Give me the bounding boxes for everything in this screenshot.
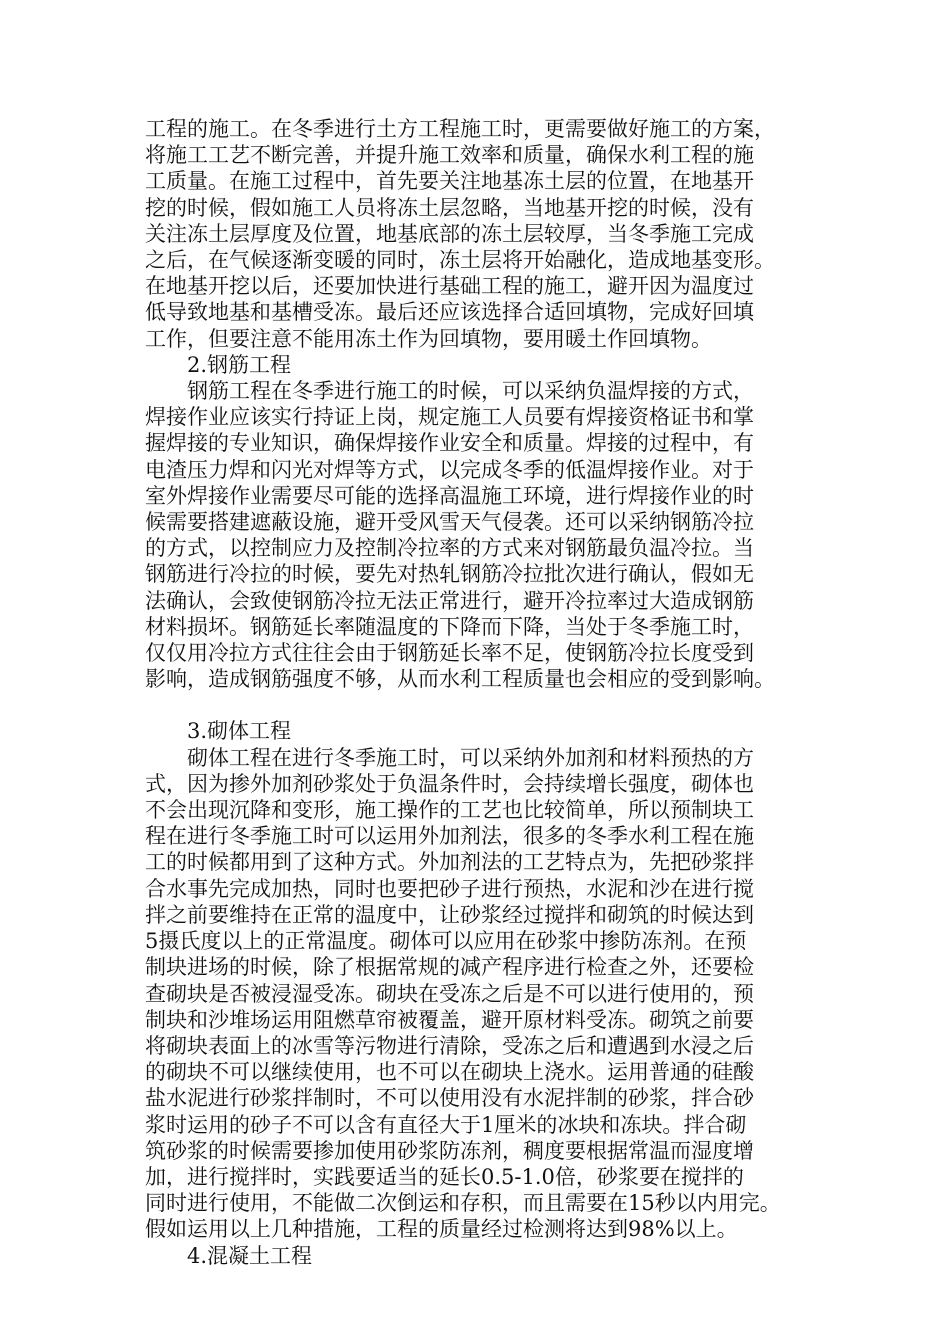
paragraph-line: 工质量。在施工过程中，首先要关注地基冻土层的位置，在地基开 xyxy=(145,169,754,194)
paragraph-line: 将砌块表面上的冰雪等污物进行清除，受冻之后和遭遇到水浸之后 xyxy=(145,1033,754,1058)
paragraph-line: 在地基开挖以后，还要加快进行基础工程的施工，避开因为温度过 xyxy=(145,274,754,299)
paragraph-line: 工作，但要注意不能用冻土作为回填物，要用暖土作回填物。 xyxy=(145,326,712,351)
paragraph-line: 钢筋工程在冬季进行施工的时候，可以采纳负温焊接的方式， xyxy=(145,379,754,404)
document-page xyxy=(145,116,809,1269)
paragraph-line: 加，进行搅拌时，实践要适当的延长0.5-1.0倍，砂浆要在搅拌的 xyxy=(145,1164,744,1189)
paragraph-line: 砌体工程在进行冬季施工时，可以采纳外加剂和材料预热的方 xyxy=(145,745,754,770)
paragraph-line: 式，因为掺外加剂砂浆处于负温条件时，会持续增长强度，砌体也 xyxy=(145,771,754,796)
paragraph-line: 法确认，会致使钢筋冷拉无法正常进行，避开冷拉率过大造成钢筋 xyxy=(145,588,754,613)
paragraph-line: 将施工工艺不断完善，并提升施工效率和质量，确保水利工程的施 xyxy=(145,143,754,168)
paragraph-line: 同时进行使用，不能做二次倒运和存积，而且需要在15秒以内用完。 xyxy=(145,1191,781,1216)
paragraph-line: 5摄氏度以上的正常温度。砌体可以应用在砂浆中掺防冻剂。在预 xyxy=(145,929,747,954)
rebar-paragraph xyxy=(145,378,809,692)
paragraph-line: 影响，造成钢筋强度不够，从而水利工程质量也会相应的受到影响。 xyxy=(145,667,775,692)
paragraph-line: 浆时运用的砂子不可以含有直径大于1厘米的冰块和冻块。拌合砌 xyxy=(145,1112,747,1137)
paragraph-line: 焊接作业应该实行持证上岗，规定施工人员要有焊接资格证书和掌 xyxy=(145,405,754,430)
section-heading-rebar: 2.钢筋工程 xyxy=(187,352,292,377)
paragraph-line: 握焊接的专业知识，确保焊接作业安全和质量。焊接的过程中，有 xyxy=(145,431,754,456)
paragraph-line: 工程的施工。在冬季进行土方工程施工时，更需要做好施工的方案， xyxy=(145,117,775,141)
section-heading-concrete: 4.混凝土工程 xyxy=(187,1243,313,1268)
paragraph-line: 不会出现沉降和变形，施工操作的工艺也比较简单，所以预制块工 xyxy=(145,798,754,823)
paragraph-line: 钢筋进行冷拉的时候，要先对热轧钢筋冷拉批次进行确认，假如无 xyxy=(145,562,754,587)
paragraph-line: 工的时候都用到了这种方式。外加剂法的工艺特点为，先把砂浆拌 xyxy=(145,850,754,875)
paragraph-line: 室外焊接作业需要尽可能的选择高温施工环境，进行焊接作业的时 xyxy=(145,483,754,508)
paragraph-line: 之后，在气候逐渐变暖的同时，冻土层将开始融化，造成地基变形。 xyxy=(145,248,775,273)
paragraph-line: 制块进场的时候，除了根据常规的减产程序进行检查之外，还要检 xyxy=(145,955,754,980)
masonry-paragraph xyxy=(145,745,809,1243)
paragraph-line: 仅仅用冷拉方式往往会由于钢筋延长率不足，使钢筋冷拉长度受到 xyxy=(145,641,754,666)
paragraph-line: 拌之前要维持在正常的温度中，让砂浆经过搅拌和砌筑的时候达到 xyxy=(145,902,754,927)
paragraph-line: 材料损坏。钢筋延长率随温度的下降而下降，当处于冬季施工时， xyxy=(145,614,754,639)
paragraph-line: 筑砂浆的时候需要掺加使用砂浆防冻剂，稠度要根据常温而湿度增 xyxy=(145,1138,754,1163)
paragraph-line: 关注冻土层厚度及位置，地基底部的冻土层较厚，当冬季施工完成 xyxy=(145,221,754,246)
paragraph-line: 盐水泥进行砂浆拌制时，不可以使用没有水泥拌制的砂浆，拌合砂 xyxy=(145,1086,754,1111)
blank-line xyxy=(145,692,809,718)
paragraph-line: 合水事先完成加热，同时也要把砂子进行预热，水泥和沙在进行搅 xyxy=(145,876,754,901)
paragraph-line: 电渣压力焊和闪光对焊等方式，以完成冬季的低温焊接作业。对于 xyxy=(145,457,754,482)
paragraph-line: 程在进行冬季施工时可以运用外加剂法，很多的冬季水利工程在施 xyxy=(145,824,754,849)
paragraph-line: 低导致地基和基槽受冻。最后还应该选择合适回填物，完成好回填 xyxy=(145,300,754,325)
intro-paragraph xyxy=(145,116,809,352)
paragraph-line: 制块和沙堆场运用阻燃草帘被覆盖，避开原材料受冻。砌筑之前要 xyxy=(145,1007,754,1032)
paragraph-line: 挖的时候，假如施工人员将冻土层忽略，当地基开挖的时候，没有 xyxy=(145,195,754,220)
paragraph-line: 查砌块是否被浸湿受冻。砌块在受冻之后是不可以进行使用的，预 xyxy=(145,981,754,1006)
paragraph-line: 候需要搭建遮蔽设施，避开受风雪天气侵袭。还可以采纳钢筋冷拉 xyxy=(145,510,754,535)
paragraph-line: 假如运用以上几种措施，工程的质量经过检测将达到98%以上。 xyxy=(145,1217,738,1242)
section-heading-masonry: 3.砌体工程 xyxy=(187,719,292,744)
paragraph-line: 的砌块不可以继续使用，也不可以在砌块上浇水。运用普通的硅酸 xyxy=(145,1060,754,1085)
paragraph-line: 的方式，以控制应力及控制冷拉率的方式来对钢筋最负温冷拉。当 xyxy=(145,536,754,561)
